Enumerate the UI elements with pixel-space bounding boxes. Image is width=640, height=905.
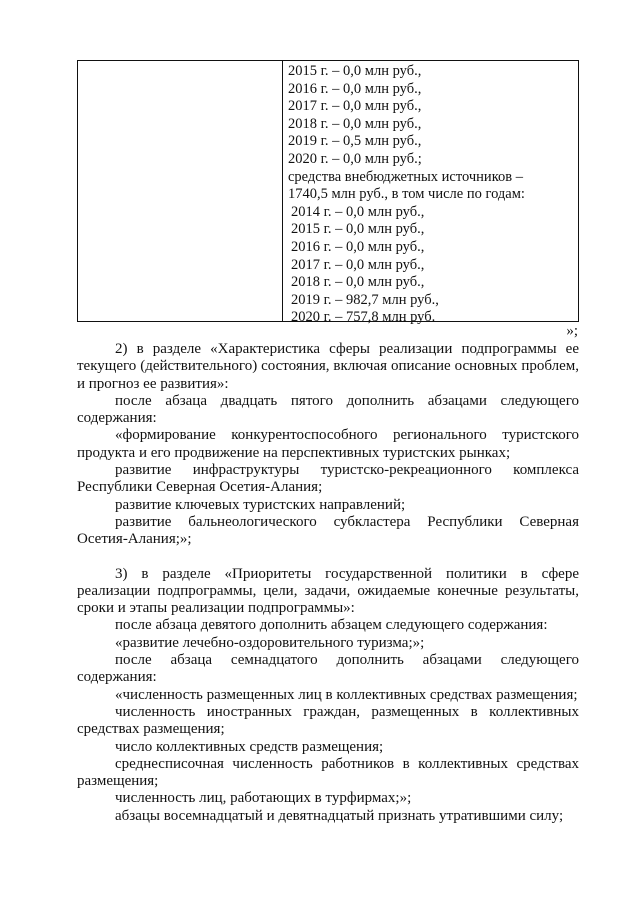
table-closing-quote: »; [566,323,578,339]
paragraph: развитие ключевых туристских направлений; [115,496,406,513]
paragraph: после абзаца девятого дополнить абзацем следующего содержания: [115,617,548,634]
paragraph: число коллективных средств размещения; [115,738,384,755]
table-line: 2016 г. – 0,0 млн руб., [288,80,422,97]
table-line: 2019 г. – 0,5 млн руб., [288,133,422,150]
paragraph: после абзаца семнадцатого дополнить абзацами следующего содержания: [77,652,579,686]
paragraph-spacer [77,549,579,566]
table-left-cell [78,61,283,321]
table-line: 2015 г. – 0,0 млн руб., [291,221,425,238]
paragraph: «развитие лечебно-оздоровительного туризма;»; [115,634,425,651]
table-line: 2019 г. – 982,7 млн руб., [291,291,439,308]
table-right-cell [283,61,578,326]
paragraph: численность иностранных граждан, размещенных в коллективных средствах размещения; [77,703,579,738]
table-line: 2018 г. – 0,0 млн руб., [288,115,422,132]
table-line: 2014 г. – 0,0 млн руб., [291,203,425,220]
paragraph: абзацы восемнадцатый и девятнадцатый признать утратившими силу; [115,807,564,824]
paragraph: развитие инфраструктуры туристско-рекреационного комплекса Республики Северная Осетия-Алания; [77,462,579,496]
paragraph: «численность размещенных лиц в коллективных средствах размещения; [115,686,578,703]
funding-table [77,60,579,326]
table-line: 2020 г. – 757,8 млн руб. [291,309,436,326]
paragraph: развитие бальнеологического субкластера Республики Северная Осетия-Алания;»; [77,513,579,548]
table-line: 2017 г. – 0,0 млн руб., [291,256,425,273]
paragraph: 3) в разделе «Приоритеты государственной политики в сфере реализации подпрограммы, цели, задачи, ожидаемые конечные результаты, сроки и этапы реализации подпрограммы»: [77,565,579,617]
table-line: 2015 г. – 0,0 млн руб., [288,63,422,79]
table-line: 2016 г. – 0,0 млн руб., [291,238,425,255]
table-line: 2020 г. – 0,0 млн руб.; [288,150,422,167]
paragraph: 2) в разделе «Характеристика сферы реализации подпрограммы ее текущего (действительного) состояния, включая описание основных проблем, и прогноз ее развития»: [77,341,579,392]
table-line: 1740,5 млн руб., в том числе по годам: [288,186,525,203]
paragraph: после абзаца двадцать пятого дополнить абзацами следующего содержания: [77,392,579,427]
paragraph: численность лиц, работающих в турфирмах;»; [115,790,412,807]
table-line: средства внебюджетных источников – [288,168,523,185]
paragraph: «формирование конкурентоспособного регионального туристского продукта и его продвижение на перспективных туристских рынках; [77,427,579,461]
paragraph: среднесписочная численность работников в коллективных средствах размещения; [77,755,579,790]
document-body [77,341,579,825]
table-line: 2017 г. – 0,0 млн руб., [288,98,422,115]
table-line: 2018 г. – 0,0 млн руб., [291,274,425,291]
